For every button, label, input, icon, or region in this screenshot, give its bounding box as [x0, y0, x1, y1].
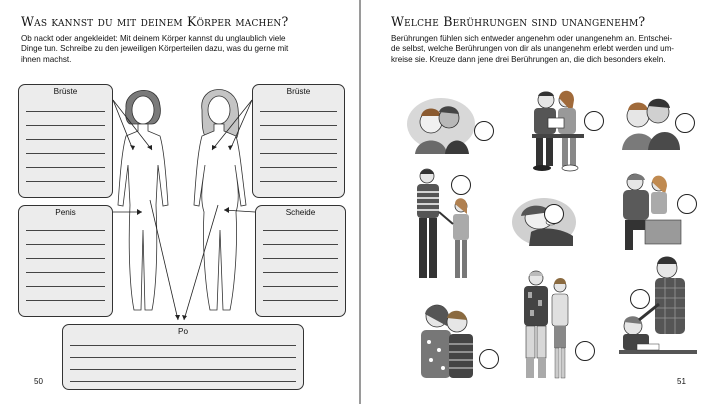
answer-circle-4[interactable]: [451, 175, 471, 195]
brueste-left-label: Brüste: [53, 87, 78, 96]
penis-label: Penis: [55, 208, 76, 217]
intro-line-1: Ob nackt oder angekleidet: Mit deinem Körper kannst du unglaublich viele: [21, 34, 286, 43]
scene-couple-reading: [526, 88, 592, 174]
page-right: [361, 0, 720, 404]
page-number-right: 51: [677, 377, 686, 386]
intro-line-2: Dinge tun. Schreibe zu den jeweiligen Körperteilen dazu, was du gerne mit: [21, 44, 289, 54]
intro-line-1: Berührungen fühlen sich entweder angenehm oder unangenehm an. Entschei-: [391, 34, 673, 43]
scene-man-helping-boy: [619, 254, 699, 358]
boy-body: [118, 124, 168, 310]
body-outline-illustration: [0, 0, 359, 404]
scene-child-lying: [511, 196, 577, 248]
right-page-intro: [391, 34, 716, 65]
scene-two-standing: [520, 268, 578, 382]
answer-circle-6[interactable]: [677, 194, 697, 214]
answer-circle-8[interactable]: [575, 341, 595, 361]
answer-circle-7[interactable]: [479, 349, 499, 369]
scene-grandfather-lap: [617, 172, 683, 252]
page-number-left: 50: [34, 377, 43, 386]
answer-circle-9[interactable]: [630, 289, 650, 309]
girl-body: [194, 124, 246, 310]
intro-line-2: de selbst, welche Berührungen von dir als unangenehm erlebt werden und um-: [391, 44, 675, 54]
girl-head: [208, 96, 230, 124]
boy-head: [132, 96, 154, 124]
scene-woman-kissing-girl: [417, 302, 477, 382]
brueste-right-label: Brüste: [286, 87, 311, 96]
page-left: [0, 0, 359, 404]
intro-line-3: kreise sie. Kreuze dann jene drei Berührungen an, die dich besonders ekeln.: [391, 54, 666, 64]
answer-circle-2[interactable]: [584, 111, 604, 131]
scene-walking-hand-in-hand: [409, 168, 483, 286]
intro-line-3: ihnen machst.: [21, 54, 72, 64]
answer-circle-5[interactable]: [544, 204, 564, 224]
answer-circle-3[interactable]: [675, 113, 695, 133]
scheide-label: Scheide: [285, 208, 316, 217]
scene-cheek-kiss: [405, 96, 477, 154]
left-page-title: Was kannst du mit deinem Körper machen?: [21, 14, 289, 29]
answer-circle-1[interactable]: [474, 121, 494, 141]
scene-head-kiss: [618, 96, 682, 150]
po-label: Po: [177, 327, 188, 336]
right-page-title: Welche Berührungen sind unangenehm?: [391, 14, 646, 29]
